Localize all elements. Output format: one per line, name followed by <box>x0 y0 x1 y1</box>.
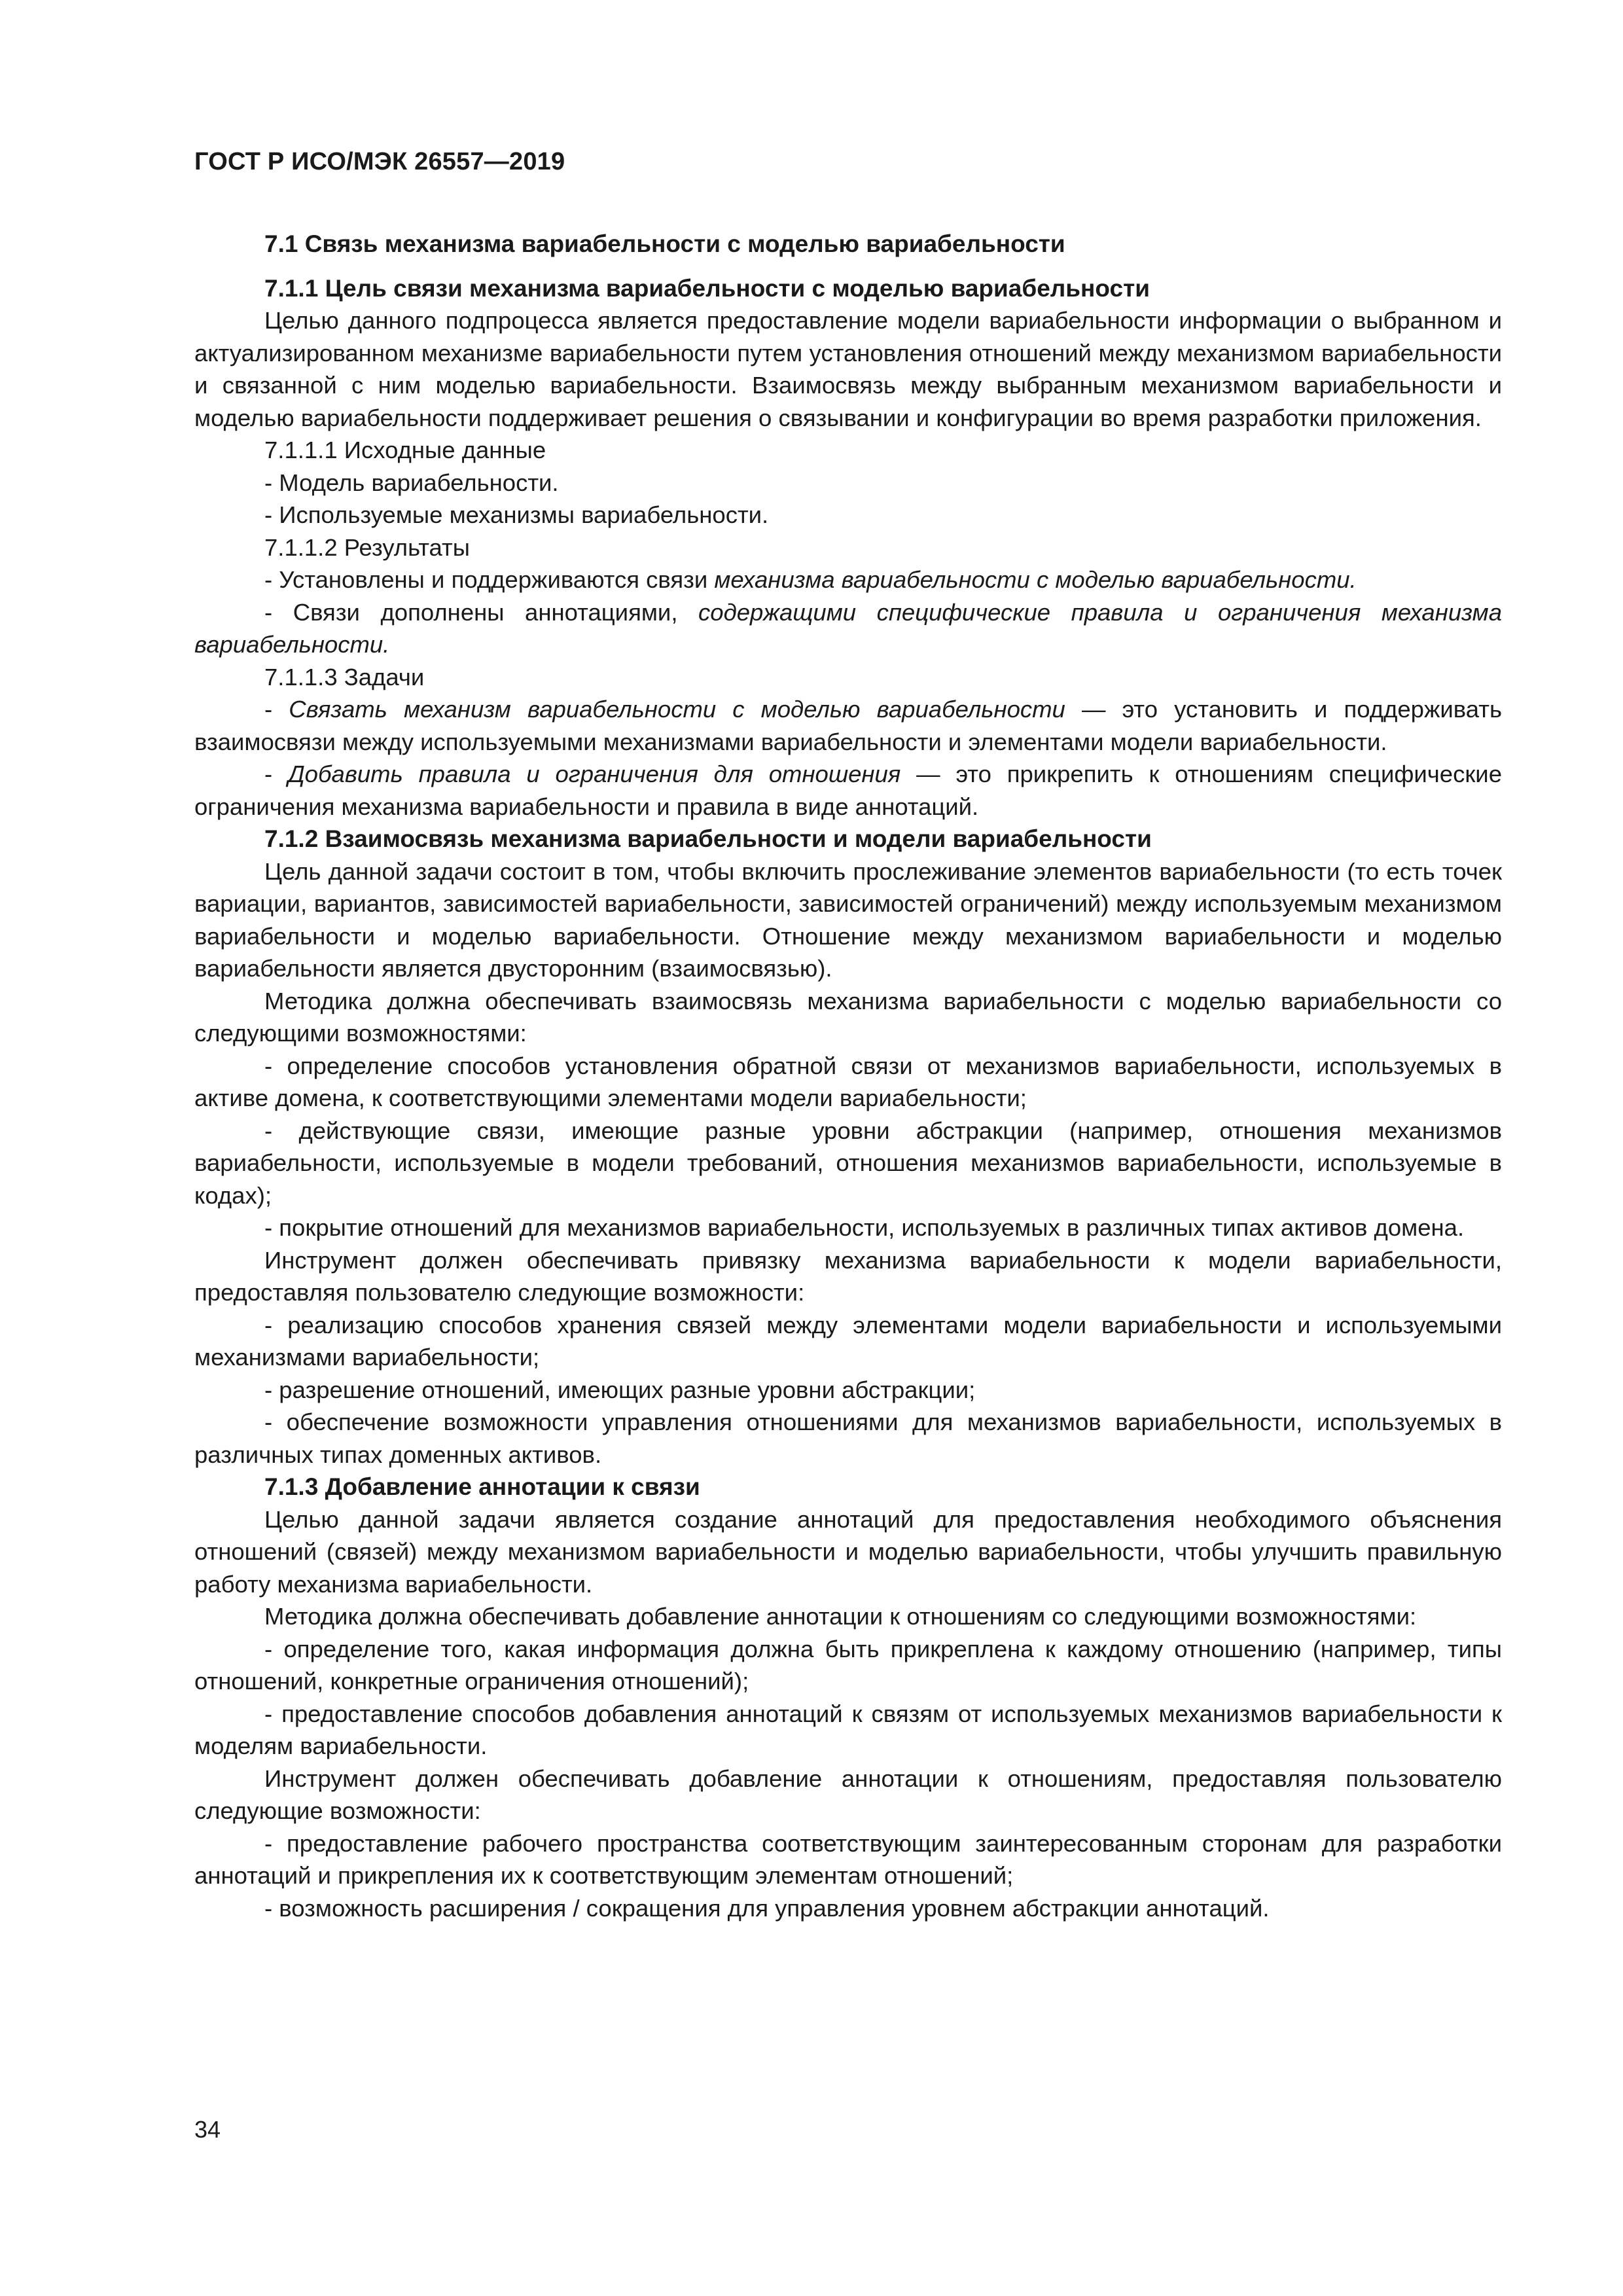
page-number: 34 <box>194 2116 221 2143</box>
item-emphasis: механизма вариабельности с моделью вариабельности. <box>714 566 1357 593</box>
section-7-1-3-title: 7.1.3 Добавление аннотации к связи <box>264 1473 700 1500</box>
list-item: - действующие связи, имеющие разные уровни абстракции (например, отношения механизмов вариабельности, используемые в модели требований, отношения механизмов вариабельности, используемые в кодах); <box>194 1117 1502 1209</box>
subsection-title: 7.1.1.3 Задачи <box>264 663 425 691</box>
paragraph: Инструмент должен обеспечивать добавление аннотации к отношениям, предоставляя пользователю следующие возможности: <box>194 1765 1502 1824</box>
document-body <box>194 228 1502 1924</box>
item-text: - Связи дополнены аннотациями, <box>264 598 699 626</box>
list-item <box>194 693 1502 758</box>
list-item <box>194 596 1502 661</box>
item-text: — это прикрепить к отношениям специфические ограничения механизма вариабельности и правила в виде аннотаций. <box>194 761 1502 820</box>
paragraph: Методика должна обеспечивать взаимосвязь механизма вариабельности с моделью вариабельности со следующими возможностями: <box>194 987 1502 1047</box>
list-item: - определение того, какая информация должна быть прикреплена к каждому отношению (например, типы отношений, конкретные ограничения отношений); <box>194 1635 1502 1695</box>
document-header: ГОСТ Р ИСО/МЭК 26557—2019 <box>194 148 565 175</box>
list-item: - предоставление рабочего пространства соответствующим заинтересованным сторонам для разработки аннотаций и прикрепления их к соответствующим элементам отношений; <box>194 1829 1502 1889</box>
list-item: - Используемые механизмы вариабельности. <box>264 501 769 528</box>
paragraph: Методика должна обеспечивать добавление аннотации к отношениям со следующими возможностями: <box>264 1603 1417 1630</box>
list-item <box>194 758 1502 823</box>
item-emphasis: Связать механизм вариабельности с моделью вариабельности <box>289 696 1065 723</box>
section-7-1-1-title: 7.1.1 Цель связи механизма вариабельности с моделью вариабельности <box>264 274 1150 302</box>
item-dash: - <box>264 761 288 787</box>
section-7-1-title: 7.1 Связь механизма вариабельности с моделью вариабельности <box>264 230 1065 257</box>
paragraph: Цель данной задачи состоит в том, чтобы включить прослеживание элементов вариабельности (то есть точек вариации, вариантов, зависимостей вариабельности, зависимостей ограничений) между используемым механизмом вариабельности и моделью вариабельности. Отношение между механизмом вариабельности и моделью вариабельности является двусторонним (взаимосвязью). <box>194 857 1502 982</box>
paragraph: Целью данной задачи является создание аннотаций для предоставления необходимого объяснения отношений (связей) между механизмом вариабельности и моделью вариабельности, чтобы улучшить правильную работу механизма вариабельности. <box>194 1505 1502 1598</box>
item-emphasis: Добавить правила и ограничения для отношения <box>287 761 901 787</box>
subsection-title: 7.1.1.1 Исходные данные <box>264 437 546 463</box>
list-item: - Модель вариабельности. <box>264 469 559 496</box>
list-item: - реализацию способов хранения связей между элементами модели вариабельности и используемыми механизмами вариабельности; <box>194 1311 1502 1371</box>
list-item: - разрешение отношений, имеющих разные уровни абстракции; <box>264 1376 976 1403</box>
section-7-1-2-title: 7.1.2 Взаимосвязь механизма вариабельности и модели вариабельности <box>264 825 1152 852</box>
list-item: - возможность расширения / сокращения для управления уровнем абстракции аннотаций. <box>264 1894 1270 1922</box>
list-item: - определение способов установления обратной связи от механизмов вариабельности, используемых в активе домена, к соответствующими элементами модели вариабельности; <box>194 1052 1502 1111</box>
paragraph: Целью данного подпроцесса является предоставление модели вариабельности информации о выбранном и актуализированном механизме вариабельности путем установления отношений между механизмом вариабельности и связанной с ним моделью вариабельности. Взаимосвязь между выбранным механизмом вариабельности и моделью вариабельности поддерживает решения о связывании и конфигурации во время разработки приложения. <box>194 307 1502 431</box>
list-item: - покрытие отношений для механизмов вариабельности, используемых в различных типах активов домена. <box>264 1214 1465 1241</box>
item-text: - Установлены и поддерживаются связи <box>264 566 715 593</box>
list-item: - обеспечение возможности управления отношениями для механизмов вариабельности, используемых в различных типах доменных активов. <box>194 1408 1502 1468</box>
paragraph: Инструмент должен обеспечивать привязку механизма вариабельности к модели вариабельности, предоставляя пользователю следующие возможности: <box>194 1246 1502 1306</box>
item-emphasis: содержащими специфические правила и ограничения механизма вариабельности. <box>194 598 1502 658</box>
list-item <box>194 564 1502 596</box>
item-dash: - <box>264 696 289 723</box>
subsection-title: 7.1.1.2 Результаты <box>264 533 470 561</box>
list-item: - предоставление способов добавления аннотаций к связям от используемых механизмов вариабельности к моделям вариабельности. <box>194 1700 1502 1759</box>
item-text: — это установить и поддерживать взаимосвязи между используемыми механизмами вариабельности и элементами модели вариабельности. <box>194 696 1502 755</box>
